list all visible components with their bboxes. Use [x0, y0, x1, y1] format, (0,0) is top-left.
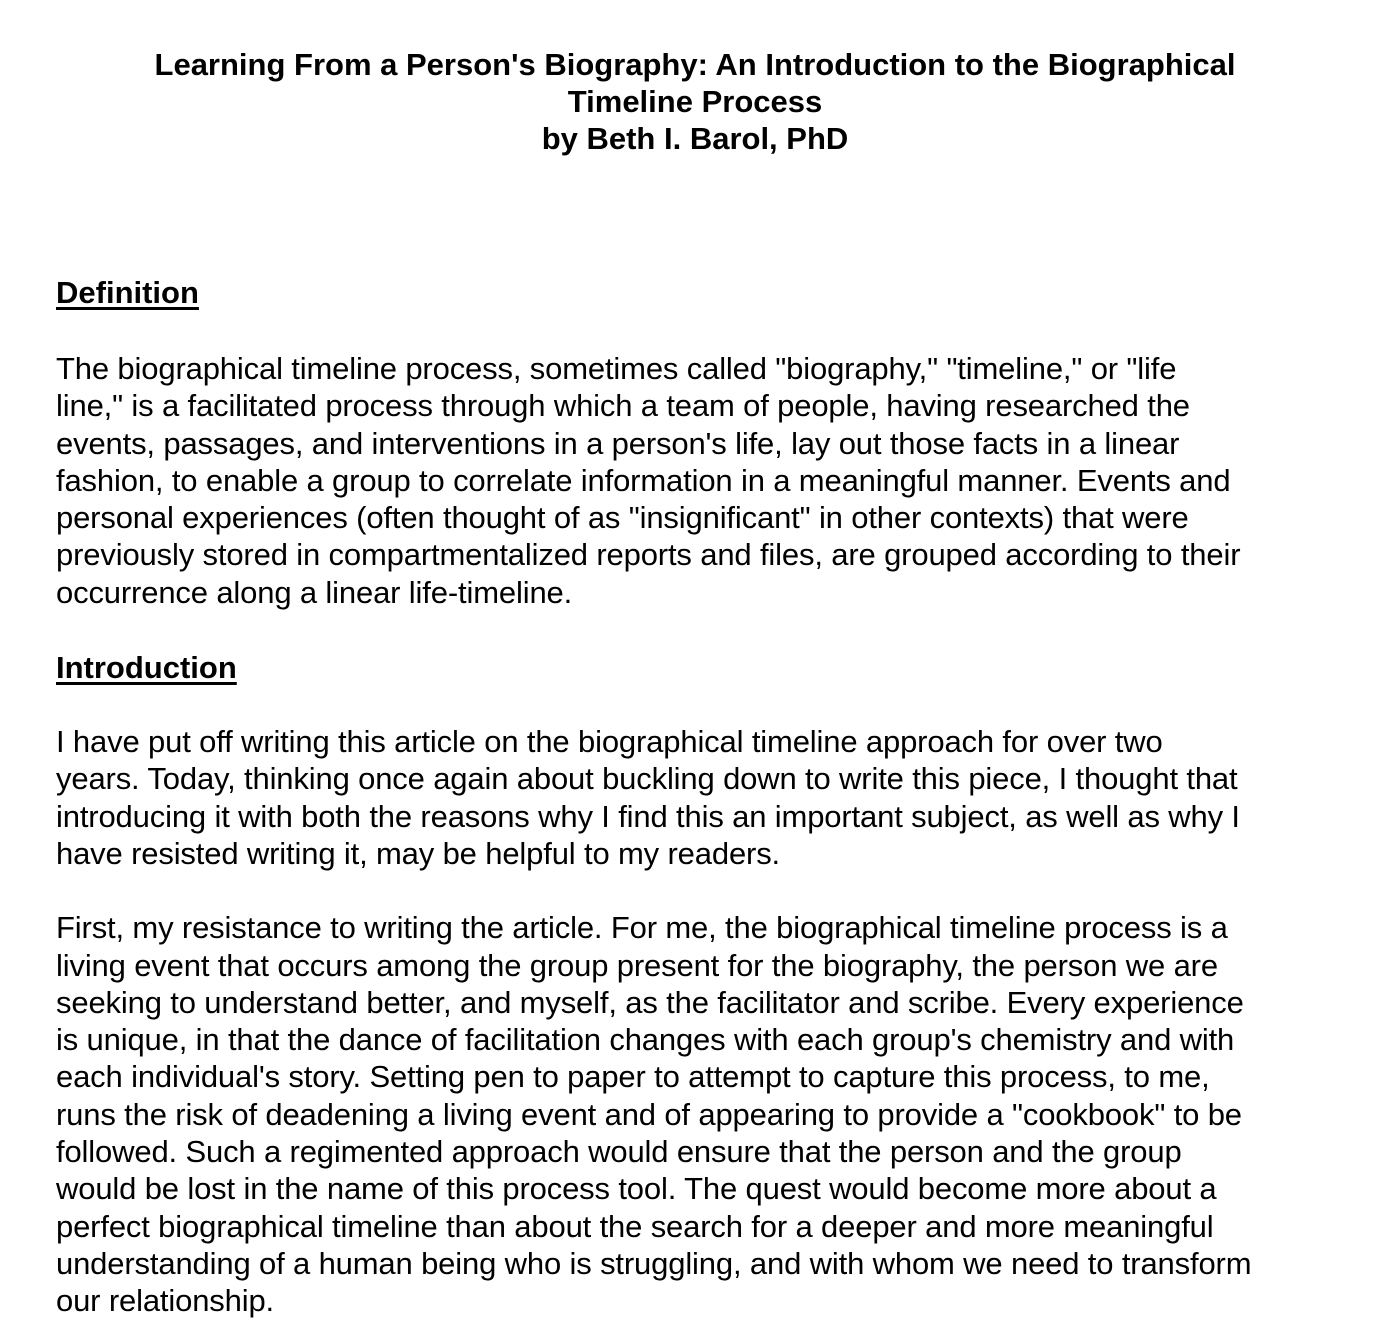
document-title — [56, 46, 1326, 157]
paragraph-line: runs the risk of deadening a living event and of appearing to provide a "cookbook" to be — [56, 1096, 1242, 1132]
paragraph-line: followed. Such a regimented approach would ensure that the person and the group — [56, 1134, 1182, 1170]
paragraph-line: is unique, in that the dance of facilitation changes with each group's chemistry and with — [56, 1022, 1235, 1058]
paragraph-line: fashion, to enable a group to correlate information in a meaningful manner. Events and — [56, 462, 1231, 498]
paragraph-line: seeking to understand better, and myself, as the facilitator and scribe. Every experience — [56, 984, 1244, 1020]
paragraph-line: The biographical timeline process, sometimes called "biography," "timeline," or "life — [56, 351, 1177, 386]
title-line-1: Learning From a Person's Biography: An Introduction to the Biographical — [154, 47, 1236, 82]
introduction-paragraph-1 — [56, 723, 1326, 872]
paragraph-line: each individual's story. Setting pen to paper to attempt to capture this process, to me, — [56, 1059, 1210, 1095]
title-line-2: Timeline Process — [567, 84, 823, 119]
definition-paragraph — [56, 350, 1326, 611]
paragraph-line: have resisted writing it, may be helpful to my readers. — [56, 835, 781, 871]
paragraph-line: events, passages, and interventions in a person's life, lay out those facts in a linear — [56, 425, 1180, 461]
paragraph-line: would be lost in the name of this process tool. The quest would become more about a — [56, 1171, 1217, 1207]
paragraph-line: line," is a facilitated process through which a team of people, having researched the — [56, 388, 1190, 424]
byline: by Beth I. Barol, PhD — [541, 121, 849, 156]
paragraph-line: previously stored in compartmentalized reports and files, are grouped according to their — [56, 537, 1241, 573]
paragraph-line: occurrence along a linear life-timeline. — [56, 574, 573, 610]
paragraph-line: I have put off writing this article on the biographical timeline approach for over two — [56, 724, 1163, 760]
introduction-heading: Introduction — [56, 650, 237, 686]
paragraph-line: living event that occurs among the group present for the biography, the person we are — [56, 947, 1218, 983]
paragraph-line: understanding of a human being who is struggling, and with whom we need to transform — [56, 1245, 1252, 1281]
paragraph-line: First, my resistance to writing the article. For me, the biographical timeline process is a — [56, 910, 1228, 946]
definition-heading: Definition — [56, 275, 199, 310]
paragraph-line: years. Today, thinking once again about buckling down to write this piece, I thought that — [56, 761, 1238, 797]
paragraph-line: perfect biographical timeline than about the search for a deeper and more meaningful — [56, 1208, 1214, 1244]
paragraph-line: personal experiences (often thought of as "insignificant" in other contexts) that were — [56, 500, 1189, 536]
paragraph-line: introducing it with both the reasons why I find this an important subject, as well as why I — [56, 798, 1240, 834]
paragraph-line: our relationship. — [56, 1283, 275, 1319]
introduction-paragraph-2 — [56, 909, 1326, 1319]
